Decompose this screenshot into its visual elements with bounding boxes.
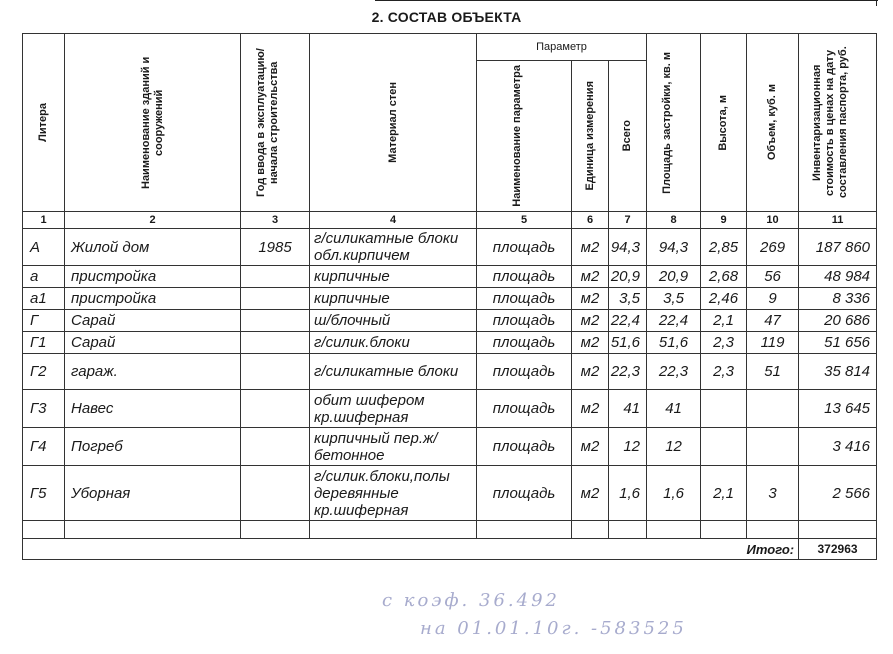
table-row <box>23 332 877 354</box>
object-composition-table <box>22 33 877 560</box>
material-cell: г/силик.блоки,полы деревянные кр.шиферная <box>310 466 477 521</box>
total-cell: 51,6 <box>609 332 647 354</box>
litera-cell: Г5 <box>23 466 65 521</box>
year-cell <box>241 266 310 288</box>
total-cell: 12 <box>609 428 647 466</box>
total-cell: 22,4 <box>609 310 647 332</box>
year-cell <box>241 428 310 466</box>
litera-cell: Г3 <box>23 390 65 428</box>
empty-row <box>23 521 877 539</box>
header-volume: Объем, куб. м <box>747 34 799 212</box>
litera-cell: Г4 <box>23 428 65 466</box>
table-row <box>23 428 877 466</box>
param-cell: площадь <box>477 428 572 466</box>
header-litera: Литера <box>23 34 65 212</box>
name-cell: Навес <box>65 390 241 428</box>
height-cell <box>701 390 747 428</box>
unit-cell: м2 <box>572 229 609 266</box>
cost-cell: 20 686 <box>799 310 877 332</box>
year-cell <box>241 466 310 521</box>
volume-cell: 47 <box>747 310 799 332</box>
total-cell: 20,9 <box>609 266 647 288</box>
cost-cell: 51 656 <box>799 332 877 354</box>
param-cell: площадь <box>477 229 572 266</box>
col-num: 10 <box>747 212 799 229</box>
total-cell: 22,3 <box>609 354 647 390</box>
area-cell: 22,4 <box>647 310 701 332</box>
empty-cell <box>65 521 241 539</box>
name-cell: Жилой дом <box>65 229 241 266</box>
unit-cell: м2 <box>572 266 609 288</box>
top-border-corner <box>876 0 877 6</box>
table-row <box>23 229 877 266</box>
table-row <box>23 466 877 521</box>
material-cell: г/силикатные блоки обл.кирпичем <box>310 229 477 266</box>
name-cell: пристройка <box>65 288 241 310</box>
material-cell: кирпичные <box>310 266 477 288</box>
cost-cell: 3 416 <box>799 428 877 466</box>
height-cell: 2,3 <box>701 354 747 390</box>
header-area: Площадь застройки, кв. м <box>647 34 701 212</box>
litera-cell: Г <box>23 310 65 332</box>
empty-cell <box>701 521 747 539</box>
param-cell: площадь <box>477 466 572 521</box>
table-row <box>23 390 877 428</box>
height-cell: 2,46 <box>701 288 747 310</box>
unit-cell: м2 <box>572 310 609 332</box>
header-material: Материал стен <box>310 34 477 212</box>
unit-cell: м2 <box>572 390 609 428</box>
table-row <box>23 354 877 390</box>
param-cell: площадь <box>477 310 572 332</box>
total-row <box>23 539 877 560</box>
unit-cell: м2 <box>572 466 609 521</box>
volume-cell: 119 <box>747 332 799 354</box>
litera-cell: Г2 <box>23 354 65 390</box>
cost-cell: 35 814 <box>799 354 877 390</box>
height-cell <box>701 428 747 466</box>
empty-cell <box>310 521 477 539</box>
header-year: Год ввода в эксплуатацию/начала строительства <box>241 34 310 212</box>
col-num: 8 <box>647 212 701 229</box>
material-cell: обит шифером кр.шиферная <box>310 390 477 428</box>
col-num: 11 <box>799 212 877 229</box>
area-cell: 94,3 <box>647 229 701 266</box>
material-cell: кирпичные <box>310 288 477 310</box>
table-row <box>23 266 877 288</box>
total-cell: 41 <box>609 390 647 428</box>
param-cell: площадь <box>477 266 572 288</box>
col-num: 4 <box>310 212 477 229</box>
col-num: 9 <box>701 212 747 229</box>
empty-cell <box>572 521 609 539</box>
header-name: Наименование зданий и сооружений <box>65 34 241 212</box>
area-cell: 3,5 <box>647 288 701 310</box>
name-cell: Уборная <box>65 466 241 521</box>
cost-cell: 2 566 <box>799 466 877 521</box>
total-cell: 1,6 <box>609 466 647 521</box>
param-cell: площадь <box>477 354 572 390</box>
volume-cell: 9 <box>747 288 799 310</box>
name-cell: гараж. <box>65 354 241 390</box>
total-value: 372963 <box>799 539 877 560</box>
handwritten-note-2: на 01.01.10г. -583525 <box>420 618 687 639</box>
unit-cell: м2 <box>572 332 609 354</box>
cost-cell: 187 860 <box>799 229 877 266</box>
total-label: Итого: <box>747 539 799 560</box>
year-cell: 1985 <box>241 229 310 266</box>
height-cell: 2,85 <box>701 229 747 266</box>
height-cell: 2,3 <box>701 332 747 354</box>
header-unit: Единица измерения <box>572 61 609 212</box>
litera-cell: а <box>23 266 65 288</box>
height-cell: 2,1 <box>701 310 747 332</box>
material-cell: кирпичный пер.ж/бетонное <box>310 428 477 466</box>
handwritten-note-1: с коэф. 36.492 <box>382 590 560 611</box>
volume-cell <box>747 428 799 466</box>
volume-cell <box>747 390 799 428</box>
total-row-blank <box>23 539 747 560</box>
col-num: 5 <box>477 212 572 229</box>
litera-cell: А <box>23 229 65 266</box>
volume-cell: 51 <box>747 354 799 390</box>
param-cell: площадь <box>477 288 572 310</box>
cost-cell: 48 984 <box>799 266 877 288</box>
total-cell: 3,5 <box>609 288 647 310</box>
unit-cell: м2 <box>572 354 609 390</box>
litera-cell: Г1 <box>23 332 65 354</box>
table-row <box>23 310 877 332</box>
col-num: 3 <box>241 212 310 229</box>
empty-cell <box>747 521 799 539</box>
year-cell <box>241 354 310 390</box>
area-cell: 1,6 <box>647 466 701 521</box>
area-cell: 22,3 <box>647 354 701 390</box>
total-cell: 94,3 <box>609 229 647 266</box>
param-cell: площадь <box>477 390 572 428</box>
height-cell: 2,1 <box>701 466 747 521</box>
litera-cell: а1 <box>23 288 65 310</box>
top-border-line <box>375 0 878 4</box>
year-cell <box>241 288 310 310</box>
year-cell <box>241 390 310 428</box>
area-cell: 20,9 <box>647 266 701 288</box>
name-cell: пристройка <box>65 266 241 288</box>
year-cell <box>241 332 310 354</box>
material-cell: г/силикатные блоки <box>310 354 477 390</box>
section-title: 2. СОСТАВ ОБЪЕКТА <box>371 9 522 25</box>
column-number-row <box>23 212 877 229</box>
cost-cell: 13 645 <box>799 390 877 428</box>
col-num: 7 <box>609 212 647 229</box>
empty-cell <box>647 521 701 539</box>
header-total: Всего <box>609 61 647 212</box>
name-cell: Сарай <box>65 310 241 332</box>
empty-cell <box>241 521 310 539</box>
header-height: Высота, м <box>701 34 747 212</box>
height-cell: 2,68 <box>701 266 747 288</box>
material-cell: г/силик.блоки <box>310 332 477 354</box>
empty-cell <box>609 521 647 539</box>
area-cell: 41 <box>647 390 701 428</box>
unit-cell: м2 <box>572 428 609 466</box>
col-num: 1 <box>23 212 65 229</box>
header-cost: Инвентаризационная стоимость в ценах на дату составления паспорта, руб. <box>799 34 877 212</box>
empty-cell <box>23 521 65 539</box>
name-cell: Сарай <box>65 332 241 354</box>
table-row <box>23 288 877 310</box>
header-param-name: Наименование параметра <box>477 61 572 212</box>
area-cell: 51,6 <box>647 332 701 354</box>
param-cell: площадь <box>477 332 572 354</box>
col-num: 6 <box>572 212 609 229</box>
volume-cell: 269 <box>747 229 799 266</box>
volume-cell: 56 <box>747 266 799 288</box>
area-cell: 12 <box>647 428 701 466</box>
year-cell <box>241 310 310 332</box>
unit-cell: м2 <box>572 288 609 310</box>
cost-cell: 8 336 <box>799 288 877 310</box>
col-num: 2 <box>65 212 241 229</box>
volume-cell: 3 <box>747 466 799 521</box>
material-cell: ш/блочный <box>310 310 477 332</box>
empty-cell <box>477 521 572 539</box>
name-cell: Погреб <box>65 428 241 466</box>
empty-cell <box>799 521 877 539</box>
header-parameter-group: Параметр <box>477 34 647 61</box>
